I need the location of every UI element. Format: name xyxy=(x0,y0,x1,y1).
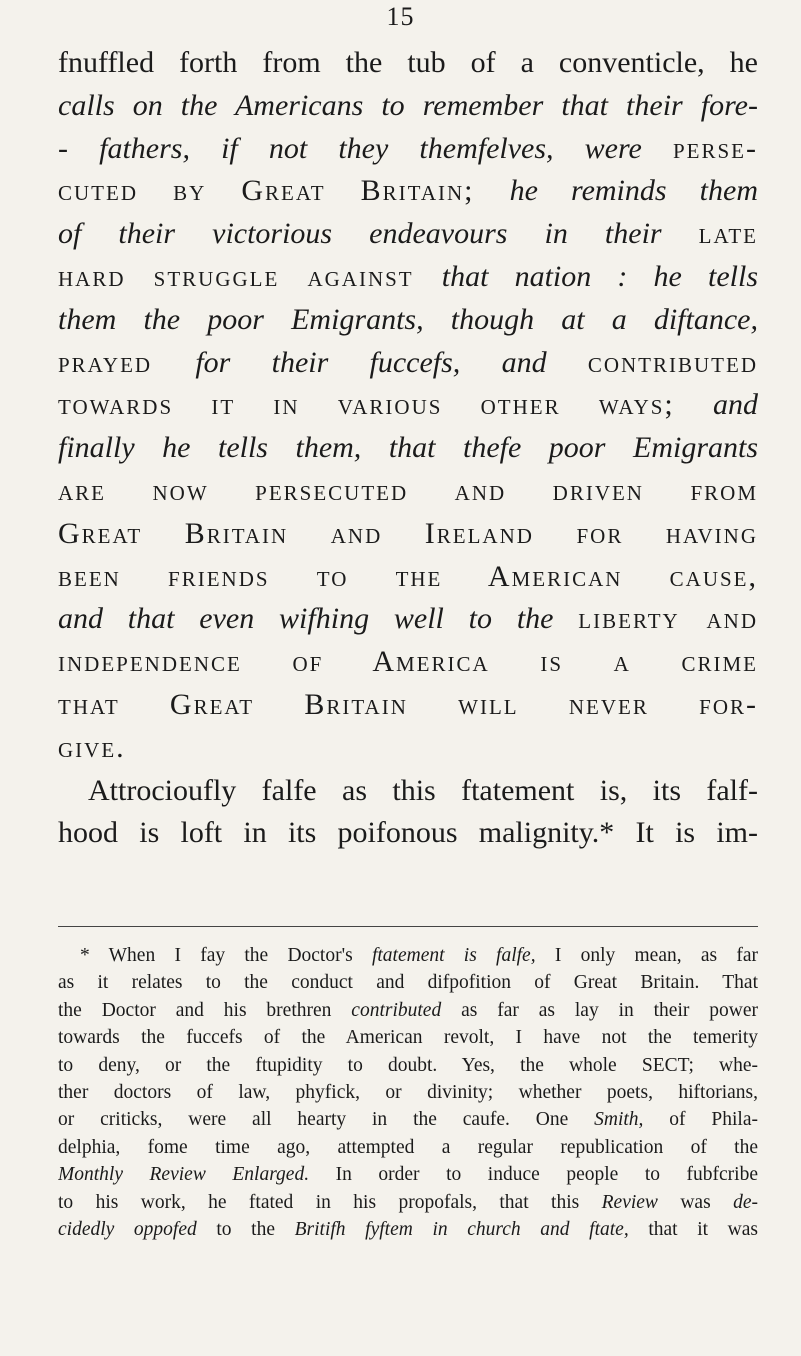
text-run: or criticks, were all hearty in the caufe. One xyxy=(58,1109,595,1131)
page-number: 15 xyxy=(386,2,415,31)
text-line xyxy=(58,256,758,299)
text-run: prayed xyxy=(58,345,196,379)
text-run: are now persecuted and driven from xyxy=(58,473,758,507)
text-run: he reminds them xyxy=(509,174,758,208)
text-run: towards it in various other ways; xyxy=(58,388,713,422)
text-run: perse- xyxy=(672,131,758,165)
footnote-line xyxy=(58,1079,758,1106)
footnote-line xyxy=(58,1024,758,1051)
text-run: hard struggle against xyxy=(58,259,442,293)
text-line xyxy=(58,42,758,85)
text-line xyxy=(58,470,758,513)
text-run: de- xyxy=(733,1191,758,1213)
text-line xyxy=(58,513,758,556)
footnote-line xyxy=(58,942,758,969)
text-run: and that even wifhing well to the xyxy=(58,602,579,636)
text-run: them the poor Emigrants, though at a diftance, xyxy=(58,302,758,336)
text-run: been friends to the American cause, xyxy=(58,559,758,593)
text-run: liberty and xyxy=(578,602,758,636)
text-run: to deny, or the ftupidity to doubt. Yes, the whole SECT; whe- xyxy=(58,1054,758,1076)
footnote-divider xyxy=(58,926,758,927)
text-run: that Great Britain will never for- xyxy=(58,687,758,721)
text-run: to the xyxy=(196,1219,295,1241)
text-run: calls on the Americans to remember that their fore- xyxy=(58,88,758,122)
text-run: late xyxy=(698,217,758,251)
text-run: cuted by Great Britain; xyxy=(58,174,510,208)
text-line xyxy=(58,342,758,385)
text-run: contributed xyxy=(587,345,758,379)
text-line xyxy=(58,812,758,855)
text-line xyxy=(58,727,758,770)
text-run: give. xyxy=(58,730,126,764)
text-run: Monthly Review Enlarged. xyxy=(58,1164,310,1186)
footnote-line xyxy=(58,1052,758,1079)
text-line xyxy=(58,299,758,342)
text-run: Review xyxy=(601,1191,658,1213)
footnote-line xyxy=(58,1216,758,1243)
text-line xyxy=(58,684,758,727)
main-text-block xyxy=(58,42,758,855)
text-run: towards the fuccefs of the American revolt, I have not the temerity xyxy=(58,1027,758,1049)
text-run: delphia, fome time ago, attempted a regular republication of the xyxy=(58,1136,758,1158)
text-run: Britifh fyftem in church and ftate, xyxy=(294,1219,629,1241)
text-run: as far as lay in their power xyxy=(441,999,758,1021)
text-line xyxy=(58,598,758,641)
text-run: Attrocioufly falfe as this ftatement is, its falf- xyxy=(88,773,758,807)
footnote-line xyxy=(58,997,758,1024)
text-run: cidedly oppofed xyxy=(58,1219,197,1241)
text-run: In order to induce people to fubfcribe xyxy=(309,1164,758,1186)
text-line xyxy=(58,641,758,684)
text-run: of their victorious endeavours in their xyxy=(58,217,699,251)
footnote-line xyxy=(58,1189,758,1216)
text-line xyxy=(58,213,758,256)
footnote-line xyxy=(58,1134,758,1161)
text-run: that nation : he tells xyxy=(441,259,758,293)
text-line xyxy=(58,770,758,813)
text-run: finally he tells them, that thefe poor Emigrants xyxy=(58,431,758,465)
text-line xyxy=(58,384,758,427)
text-run: Smith, xyxy=(594,1109,644,1131)
text-line xyxy=(58,128,758,171)
text-line xyxy=(58,427,758,470)
text-run: ftatement is falfe, xyxy=(371,945,536,966)
text-run: Great Britain and Ireland for having xyxy=(58,516,758,550)
footnote-line xyxy=(58,1106,758,1133)
text-run: fnuffled forth from the tub of a conventicle, he xyxy=(58,46,758,79)
text-line xyxy=(58,170,758,213)
text-run: as it relates to the conduct and difpofition of Great Britain. That xyxy=(58,972,758,994)
text-line xyxy=(58,556,758,599)
text-run: that it was xyxy=(628,1219,758,1241)
text-run: the Doctor and his brethren xyxy=(58,999,352,1021)
text-run: hood is loft in its poifonous malignity.* It is im- xyxy=(58,816,758,850)
text-run: - fathers, if not they themfelves, were xyxy=(58,131,673,165)
text-run: I only mean, as far xyxy=(535,945,758,966)
text-run: of Phila- xyxy=(643,1109,758,1131)
footnote-block xyxy=(58,942,758,1243)
footnote-line xyxy=(58,1161,758,1188)
footnote-line xyxy=(58,969,758,996)
text-run: to his work, he ftated in his propofals, that this xyxy=(58,1191,602,1213)
text-run: independence of America is a crime xyxy=(58,645,758,679)
text-run: and xyxy=(713,388,758,422)
text-run: was xyxy=(657,1191,734,1213)
text-line xyxy=(58,85,758,128)
text-run: for their fuccefs, and xyxy=(195,345,588,379)
text-run: * When I fay the Doctor's xyxy=(80,945,372,966)
text-run: contributed xyxy=(351,999,442,1021)
text-run: ther doctors of law, phyfick, or divinity; whether poets, hiftorians, xyxy=(58,1082,758,1104)
